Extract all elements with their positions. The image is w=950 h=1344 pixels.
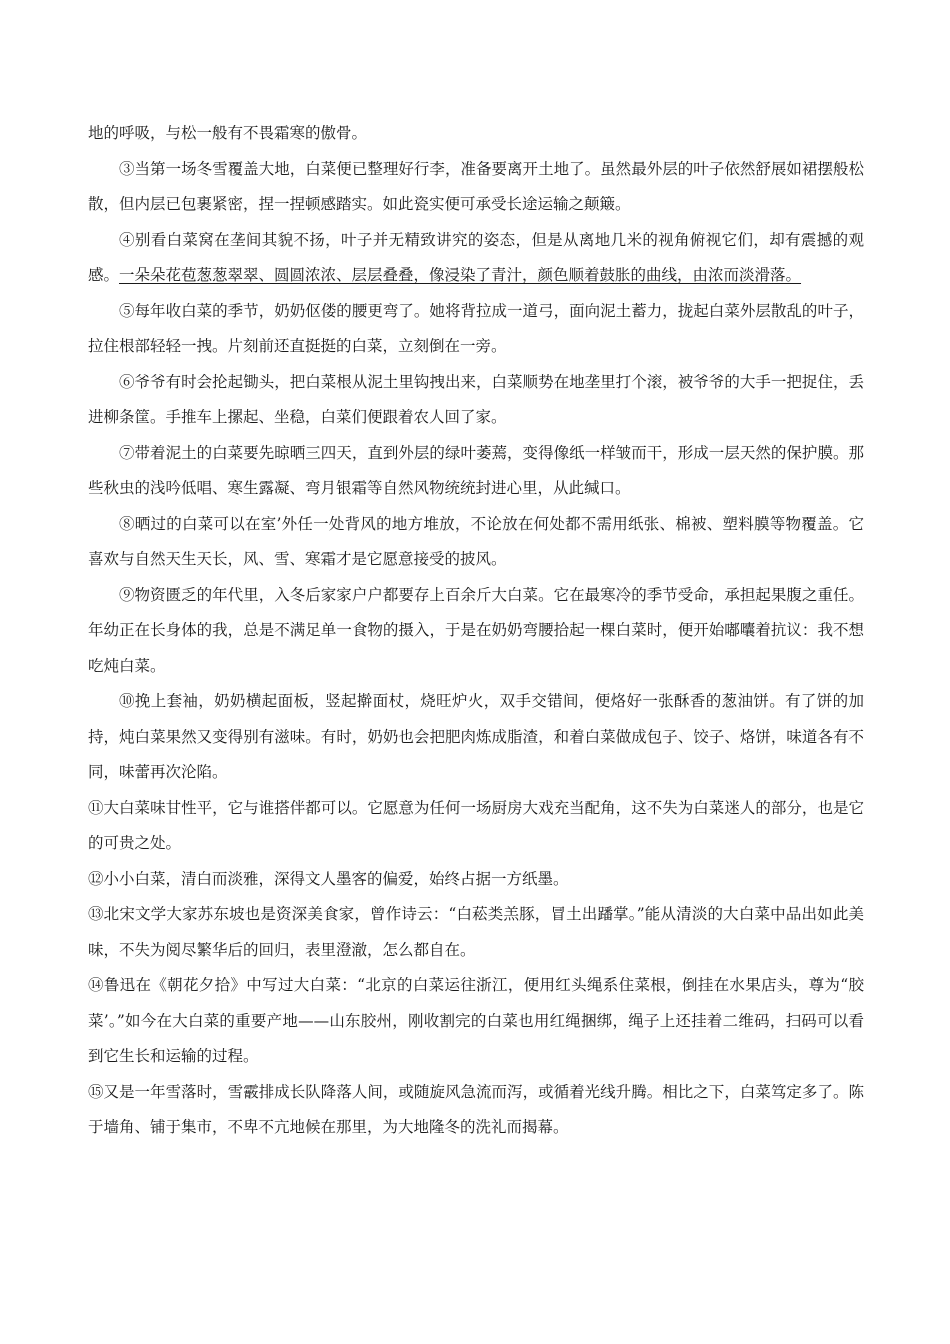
paragraph-10: ⑩挽上套袖，奶奶横起面板，竖起擀面杖，烧旺炉火，双手交错间，便烙好一张酥香的葱油饼。有了饼的加持，炖白菜果然又变得别有滋味。有时，奶奶也会把肥肉炼成脂渣，和着白菜做成包子、饺子、烙饼，味道各有不同，味蕾再次沦陷。: [88, 692, 864, 781]
paragraph-13: ⑬北宋文学大家苏东坡也是资深美食家，曾作诗云：“白菘类羔豚，冒土出蹯掌。”能从清淡的大白菜中品出如此美味，不失为阅尽繁华后的回归，表里澄澈，怎么都自在。: [88, 905, 864, 959]
paragraph-14: ⑭鲁迅在《朝花夕拾》中写过大白菜：“北京的白菜运往浙江，便用红头绳系住菜根，倒挂在水果店头，尊为“胶菜’。”如今在大白菜的重要产地——山东胶州，刚收割完的白菜也用红绳捆绑，绳子上还挂着二维码，扫码可以看到它生长和运输的过程。: [88, 976, 864, 1065]
paragraph-continuation: 地的呼吸，与松一般有不畏霜寒的傲骨。: [88, 124, 368, 142]
paragraph-8: ⑧晒过的白菜可以在室’外任一处背风的地方堆放，不论放在何处都不需用纸张、棉被、塑料膜等物覆盖。它喜欢与自然天生天长，风、雪、寒霜才是它愿意接受的披风。: [88, 514, 864, 568]
document-body: [88, 116, 864, 1146]
paragraph-12: ⑫小小白菜，清白而淡雅，深得文人墨客的偏爱，始终占据一方纸墨。: [88, 869, 569, 888]
paragraph-5: ⑤每年收白菜的季节，奶奶伛偻的腰更弯了。她将背拉成一道弓，面向泥土蓄力，拢起白菜外层散乱的叶子，拉住根部轻轻一拽。片刻前还直挺挺的白菜，立刻倒在一旁。: [88, 301, 864, 355]
paragraph-15: ⑮又是一年雪落时，雪霰排成长队降落人间，或随旋风急流而泻，或循着光线升腾。相比之下，白菜笃定多了。陈于墙角、铺于集市，不卑不亢地候在那里，为大地隆冬的洗礼而揭幕。: [88, 1082, 864, 1136]
paragraph-6: ⑥爷爷有时会抡起锄头，把白菜根从泥土里钩拽出来，白菜顺势在地垄里打个滚，被爷爷的大手一把捉住，丢进柳条筐。手推车上摞起、坐稳，白菜们便跟着农人回了家。: [88, 372, 864, 426]
paragraph-11: ⑪大白菜味甘性平，它与谁搭伴都可以。它愿意为任何一场厨房大戏充当配角，这不失为白菜迷人的部分，也是它的可贵之处。: [88, 798, 864, 852]
paragraph-3: ③当第一场冬雪覆盖大地，白菜便已整理好行李，准备要离开土地了。虽然最外层的叶子依然舒展如裙摆般松散，但内层已包裹紧密，捏一捏顿感踏实。如此瓷实便可承受长途运输之颠簸。: [88, 159, 864, 213]
paragraph-4-text: ④别看白菜窝在垄间其貌不扬，叶子并无精致讲究的姿态，但是从离地几米的视角俯视它们，却有震撼的观感。: [88, 230, 864, 284]
paragraph-4-underlined: 一朵朵花苞葱葱翠翠、圆圆浓浓、层层叠叠，像浸染了青汁，颜色顺着鼓胀的曲线，由浓而淡滑落。: [119, 266, 802, 284]
paragraph-4: [88, 223, 864, 294]
paragraph-9: ⑨物资匮乏的年代里，入冬后家家户户都要存上百余斤大白菜。它在最寒冷的季节受命，承担起果腹之重任。年幼正在长身体的我，总是不满足单一食物的摄入，于是在奶奶弯腰拾起一棵白菜时，便开始嘟囔着抗议：我不想吃炖白菜。: [88, 585, 864, 675]
paragraph-7: ⑦带着泥土的白菜要先晾晒三四天，直到外层的绿叶萎蔫，变得像纸一样皱而干，形成一层天然的保护膜。那些秋虫的浅吟低唱、寒生露凝、弯月银霜等自然风物统统封进心里，从此缄口。: [88, 443, 864, 497]
